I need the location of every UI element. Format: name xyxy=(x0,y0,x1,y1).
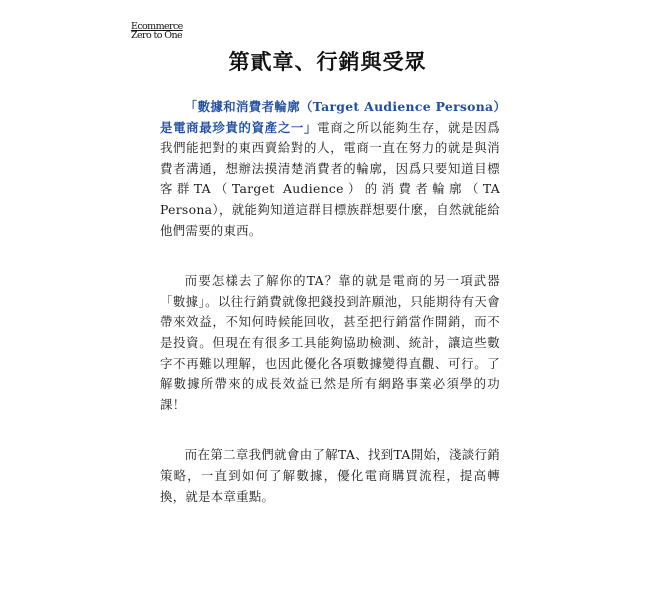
paragraph-1-text: 電商之所以能夠生存，就是因爲我們能把對的東西賣給對的人，電商一直在努力的就是與消費者溝通，想辦法摸清楚消費者的輪廓，因爲只要知道目標客群TA（Target Audience）的消費者輪廓（TA Persona），就能夠知道這群目標族群想要什麼，自然就能給他們需要的東西。 xyxy=(160,119,500,238)
paragraph-2-text: 而要怎樣去了解你的TA？靠的就是電商的另一項武器「數據」。以往行銷費就像把錢投到許願池，只能期待有天會帶來效益，不知何時候能回收，甚至把行銷當作開銷，而不是投資。但現在有很多工具能夠協助檢測、統計，讓這些數字不再難以理解，也因此優化各項數據變得直觀、可行。了解數據所帶來的成長效益已然是所有網路事業必須學的功課！ xyxy=(160,273,500,412)
logo-line-2: Zero to One xyxy=(131,30,182,41)
paragraph-3-text: 而在第二章我們就會由了解TA、找到TA開始，淺談行銷策略，一直到如何了解數據，優化電商購買流程，提高轉換，就是本章重點。 xyxy=(160,447,500,504)
paragraph-1-highlight: 「數據和消費者輪廓（Target Audience Persona）是電商最珍貴的資產之一」 xyxy=(160,99,500,135)
logo-line-1: Ecommerce xyxy=(131,21,183,32)
paragraph-1 xyxy=(160,97,500,241)
brand-logo xyxy=(131,22,183,40)
chapter-title: 第貳章、行銷與受眾 xyxy=(228,49,427,74)
chapter-body xyxy=(160,97,500,537)
paragraph-3 xyxy=(160,445,500,507)
paragraph-2 xyxy=(160,271,500,415)
